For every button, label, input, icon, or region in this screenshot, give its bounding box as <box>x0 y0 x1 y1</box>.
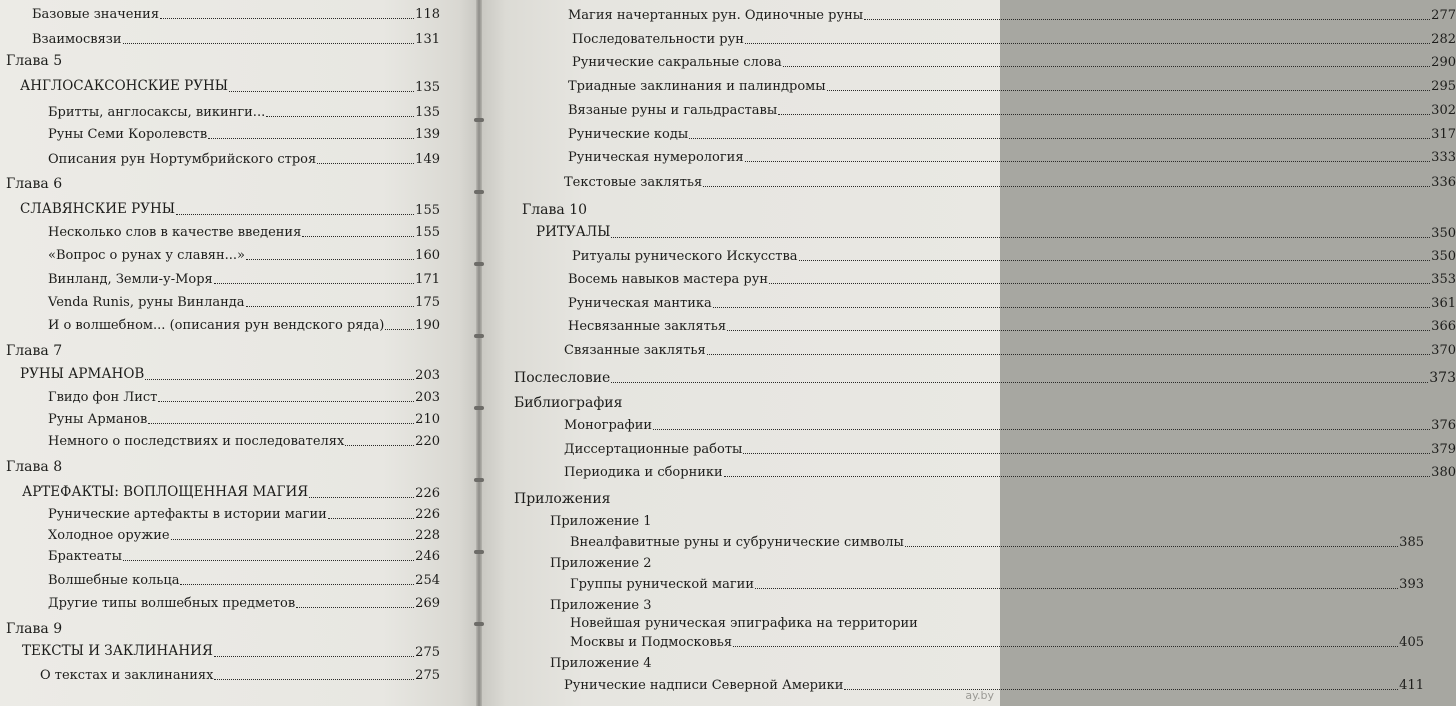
toc-dot-leader <box>713 307 1430 308</box>
toc-section-entry <box>20 203 440 217</box>
toc-dot-leader <box>611 382 1428 383</box>
binding-stitch <box>474 550 484 554</box>
toc-page-number: 366 <box>1431 319 1456 334</box>
toc-entry <box>564 344 1456 357</box>
toc-entry <box>48 273 440 286</box>
toc-entry-title: АРТЕФАКТЫ: ВОПЛОЩЕННАЯ МАГИЯ <box>22 484 309 500</box>
toc-entry-title: Руническая мантика <box>568 296 712 311</box>
toc-entry <box>568 104 1456 117</box>
toc-entry <box>568 9 1456 22</box>
toc-entry-title: РУНЫ АРМАНОВ <box>20 366 145 382</box>
toc-page-number: 135 <box>415 105 440 120</box>
toc-entry <box>48 508 440 521</box>
toc-page-number: 275 <box>415 644 440 660</box>
toc-entry-title: Диссертационные работы <box>564 442 743 457</box>
toc-entry <box>48 391 440 404</box>
toc-entry <box>48 319 440 332</box>
toc-dot-leader <box>703 186 1430 187</box>
toc-page-number: 155 <box>415 202 440 218</box>
toc-entry <box>48 435 440 448</box>
toc-dot-leader <box>123 43 415 44</box>
toc-entry-title: И о волшебном... (описания рун вендского ряда) <box>48 318 385 333</box>
toc-page-number: 282 <box>1431 32 1456 47</box>
binding-stitch <box>474 190 484 194</box>
toc-section-entry <box>22 645 440 659</box>
toc-entry-title: Рунические надписи Северной Америки <box>564 678 844 693</box>
toc-entry <box>48 574 440 587</box>
toc-chapter-heading: Библиография <box>514 395 623 411</box>
toc-chapter-heading: Приложения <box>514 491 611 507</box>
toc-entry-title: Рунические артефакты в истории магии <box>48 507 327 522</box>
toc-entry-title: Вязаные руны и гальдраставы <box>568 103 778 118</box>
toc-entry-title: Москвы и Подмосковья <box>570 635 733 650</box>
toc-dot-leader <box>745 43 1430 44</box>
toc-entry <box>48 226 440 239</box>
toc-entry-title: Волшебные кольца <box>48 573 180 588</box>
toc-entry-title: Текстовые заклятья <box>564 175 703 190</box>
toc-page-number: 361 <box>1431 296 1456 311</box>
toc-dot-leader <box>724 476 1430 477</box>
binding-stitch <box>474 478 484 482</box>
toc-page-number: 350 <box>1431 249 1456 264</box>
toc-page-number: 405 <box>1399 635 1424 650</box>
toc-entry-title: Несколько слов в качестве введения <box>48 225 302 240</box>
toc-entry <box>568 273 1456 286</box>
toc-page-number: 277 <box>1431 8 1456 23</box>
toc-entry-title: Монографии <box>564 418 653 433</box>
toc-entry <box>48 296 440 309</box>
toc-section-entry <box>20 368 440 382</box>
toc-entry <box>32 33 440 46</box>
toc-dot-leader <box>145 379 414 380</box>
toc-chapter-heading: Глава 10 <box>522 202 588 218</box>
toc-dot-leader <box>180 584 414 585</box>
toc-label: Приложение 1 <box>550 514 652 529</box>
toc-entry-title: Рунические сакральные слова <box>572 55 782 70</box>
toc-dot-leader <box>309 497 414 498</box>
toc-entry-title: РИТУАЛЫ <box>536 224 611 240</box>
toc-dot-leader <box>214 656 414 657</box>
toc-entry-title: Группы рунической магии <box>570 577 755 592</box>
toc-dot-leader <box>266 116 414 117</box>
toc-entry-title: Рунические коды <box>568 127 689 142</box>
toc-entry-title: Последовательности рун <box>572 32 744 47</box>
toc-entry-title: Связанные заклятья <box>564 343 706 358</box>
toc-page-number: 353 <box>1431 272 1456 287</box>
toc-chapter-heading: Глава 6 <box>6 176 63 192</box>
toc-dot-leader <box>158 401 414 402</box>
toc-page-number: 302 <box>1431 103 1456 118</box>
toc-page-number: 370 <box>1431 343 1456 358</box>
toc-dot-leader <box>778 114 1430 115</box>
toc-entry <box>32 8 440 21</box>
toc-entry <box>564 466 1456 479</box>
toc-entry-title: Восемь навыков мастера рун <box>568 272 769 287</box>
toc-entry-title: Периодика и сборники <box>564 465 723 480</box>
toc-section-entry <box>536 226 1456 240</box>
toc-entry <box>48 128 440 141</box>
toc-page-number: 254 <box>415 573 440 588</box>
toc-entry <box>572 33 1456 46</box>
toc-entry-title: АНГЛОСАКСОНСКИЕ РУНЫ <box>20 78 229 94</box>
toc-dot-leader <box>171 539 415 540</box>
toc-entry-title: Руническая нумерология <box>568 150 744 165</box>
toc-chapter-heading: Глава 9 <box>6 621 63 637</box>
toc-entry <box>568 151 1456 164</box>
toc-dot-leader <box>783 66 1430 67</box>
toc-page-number: 160 <box>415 248 440 263</box>
toc-entry-title: ТЕКСТЫ И ЗАКЛИНАНИЯ <box>22 643 213 659</box>
toc-dot-leader <box>214 679 414 680</box>
toc-page-number: 275 <box>415 668 440 683</box>
toc-entry-title: Триадные заклинания и палиндромы <box>568 79 826 94</box>
toc-dot-leader <box>689 138 1430 139</box>
toc-section-entry <box>20 80 440 94</box>
toc-entry-title: Ритуалы рунического Искусства <box>572 249 798 264</box>
toc-entry-title: Бритты, англосаксы, викинги... <box>48 105 266 120</box>
toc-dot-leader <box>755 588 1398 589</box>
toc-entry-title: Несвязанные заклятья <box>568 319 727 334</box>
toc-entry <box>48 153 440 166</box>
toc-dot-leader <box>229 91 414 92</box>
toc-page-number: 333 <box>1431 150 1456 165</box>
toc-entry <box>568 297 1456 310</box>
toc-dot-leader <box>160 18 414 19</box>
toc-entry-title: Базовые значения <box>32 7 160 22</box>
toc-page-number: 203 <box>415 390 440 405</box>
toc-entry-title: Другие типы волшебных предметов <box>48 596 296 611</box>
toc-label: Приложение 4 <box>550 656 652 671</box>
toc-entry-title: СЛАВЯНСКИЕ РУНЫ <box>20 201 176 217</box>
toc-section-entry <box>22 486 440 500</box>
toc-dot-leader <box>208 138 414 139</box>
toc-entry <box>568 80 1456 93</box>
toc-entry <box>570 536 1424 549</box>
toc-entry <box>572 250 1456 263</box>
toc-dot-leader <box>611 237 1430 238</box>
toc-page-number: 190 <box>415 318 440 333</box>
toc-page-number: 175 <box>415 295 440 310</box>
toc-chapter-heading: Глава 8 <box>6 459 63 475</box>
toc-entry <box>48 413 440 426</box>
toc-dot-leader <box>827 90 1431 91</box>
toc-page-number: 269 <box>415 596 440 611</box>
toc-entry <box>570 578 1424 591</box>
toc-entry-title: Руны Арманов <box>48 412 148 427</box>
toc-page-number: 290 <box>1431 55 1456 70</box>
toc-entry <box>48 597 440 610</box>
toc-dot-leader <box>246 259 414 260</box>
toc-chapter-heading: Глава 5 <box>6 53 63 69</box>
toc-entry-title: Гвидо фон Лист <box>48 390 158 405</box>
binding-stitch <box>474 406 484 410</box>
toc-entry <box>48 106 440 119</box>
toc-entry-title: Venda Runis, руны Винланда <box>48 295 245 310</box>
toc-page-number: 118 <box>415 7 440 22</box>
toc-entry <box>564 679 1424 692</box>
binding-stitch <box>474 334 484 338</box>
toc-label: Новейшая руническая эпиграфика на территории <box>570 616 918 631</box>
toc-dot-leader <box>345 445 414 446</box>
toc-entry <box>570 636 1424 649</box>
toc-dot-leader <box>727 330 1430 331</box>
toc-dot-leader <box>799 260 1431 261</box>
toc-dot-leader <box>707 354 1430 355</box>
toc-entry <box>568 128 1456 141</box>
left-page <box>0 0 478 706</box>
toc-entry <box>568 320 1456 333</box>
toc-page-number: 203 <box>415 367 440 383</box>
toc-page-number: 376 <box>1431 418 1456 433</box>
toc-dot-leader <box>296 607 414 608</box>
toc-entry <box>564 176 1456 189</box>
toc-entry-title: Послесловие <box>514 370 611 386</box>
book-spine <box>476 0 482 706</box>
toc-entry <box>48 249 440 262</box>
toc-dot-leader <box>176 214 414 215</box>
toc-page-number: 226 <box>415 485 440 501</box>
toc-page-number: 379 <box>1431 442 1456 457</box>
toc-chapter-heading: Глава 7 <box>6 343 63 359</box>
toc-dot-leader <box>214 283 414 284</box>
toc-entry-title: Магия начертанных рун. Одиночные руны <box>568 8 864 23</box>
right-page <box>480 0 1456 706</box>
toc-entry-title: Описания рун Нортумбрийского строя <box>48 152 317 167</box>
toc-page-number: 226 <box>415 507 440 522</box>
toc-page-number: 155 <box>415 225 440 240</box>
toc-dot-leader <box>733 646 1398 647</box>
toc-page-number: 317 <box>1431 127 1456 142</box>
toc-dot-leader <box>653 429 1430 430</box>
toc-dot-leader <box>317 163 414 164</box>
toc-page-number: 411 <box>1399 678 1424 693</box>
toc-dot-leader <box>148 423 414 424</box>
toc-entry-title: Руны Семи Королевств <box>48 127 208 142</box>
toc-entry-title: Взаимосвязи <box>32 32 122 47</box>
toc-entry <box>514 371 1456 385</box>
toc-entry <box>564 443 1456 456</box>
toc-entry-title: Внеалфавитные руны и субрунические символы <box>570 535 904 550</box>
toc-label: Приложение 3 <box>550 598 652 613</box>
toc-entry-title: Винланд, Земли-у-Моря <box>48 272 213 287</box>
toc-entry <box>564 419 1456 432</box>
toc-dot-leader <box>385 329 414 330</box>
toc-page-number: 135 <box>415 79 440 95</box>
toc-dot-leader <box>864 19 1430 20</box>
toc-page-number: 220 <box>415 434 440 449</box>
toc-entry-title: Холодное оружие <box>48 528 170 543</box>
toc-page-number: 393 <box>1399 577 1424 592</box>
toc-page-number: 350 <box>1431 225 1456 241</box>
toc-page-number: 385 <box>1399 535 1424 550</box>
binding-stitch <box>474 622 484 626</box>
toc-page-number: 380 <box>1431 465 1456 480</box>
toc-page-number: 336 <box>1431 175 1456 190</box>
toc-page-number: 373 <box>1429 370 1456 386</box>
toc-page-number: 228 <box>415 528 440 543</box>
toc-dot-leader <box>328 518 414 519</box>
toc-dot-leader <box>302 236 414 237</box>
toc-dot-leader <box>123 560 414 561</box>
binding-stitch <box>474 262 484 266</box>
toc-dot-leader <box>769 283 1430 284</box>
toc-label: Приложение 2 <box>550 556 652 571</box>
toc-page-number: 246 <box>415 549 440 564</box>
toc-page-number: 149 <box>415 152 440 167</box>
watermark: ay.by <box>965 689 994 702</box>
toc-entry-title: О текстах и заклинаниях <box>40 668 214 683</box>
toc-page-number: 131 <box>415 32 440 47</box>
toc-dot-leader <box>246 306 415 307</box>
toc-page-number: 295 <box>1431 79 1456 94</box>
toc-entry <box>572 56 1456 69</box>
toc-entry-title: «Вопрос о рунах у славян...» <box>48 248 245 263</box>
toc-dot-leader <box>743 453 1430 454</box>
toc-entry <box>48 550 440 563</box>
toc-entry-title: Брактеаты <box>48 549 122 564</box>
toc-entry-title: Немного о последствиях и последователях <box>48 434 345 449</box>
toc-dot-leader <box>745 161 1431 162</box>
toc-entry <box>40 669 440 682</box>
toc-dot-leader <box>844 689 1398 690</box>
toc-page-number: 139 <box>415 127 440 142</box>
toc-dot-leader <box>905 546 1398 547</box>
toc-page-number: 171 <box>415 272 440 287</box>
binding-stitch <box>474 118 484 122</box>
toc-page-number: 210 <box>415 412 440 427</box>
toc-entry <box>48 529 440 542</box>
